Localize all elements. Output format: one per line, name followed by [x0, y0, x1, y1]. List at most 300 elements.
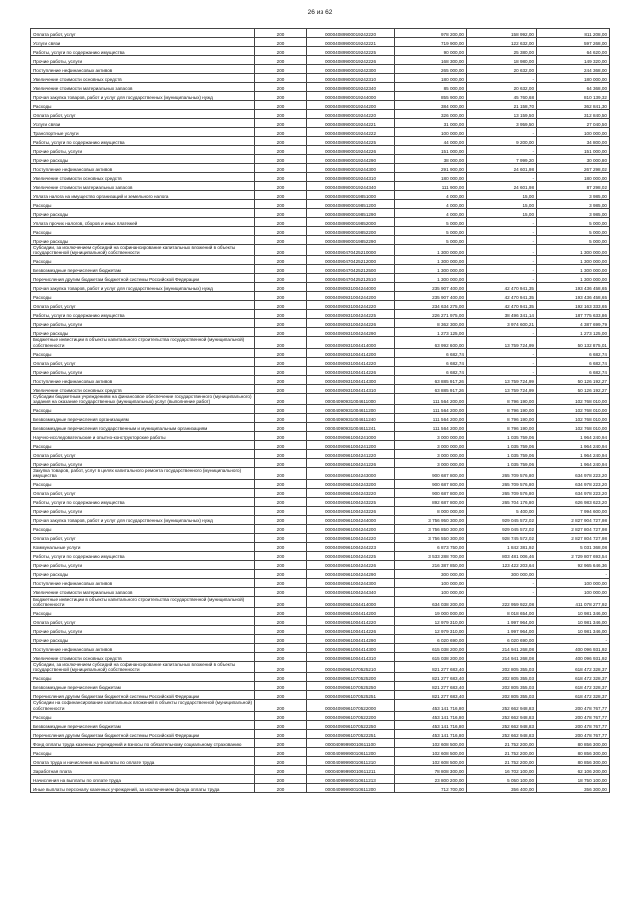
row-executed-cell: 265 709 576,80: [467, 488, 537, 497]
row-line-code-cell: 200: [255, 301, 307, 310]
row-remaining-cell: 62 106 200,00: [537, 765, 610, 774]
table-row: [31, 65, 610, 74]
row-budget-code-cell: 00004090470425210000: [307, 245, 395, 256]
row-executed-cell: -: [467, 128, 537, 137]
row-budget-code-cell: 00004090961004244220: [307, 533, 395, 542]
row-line-code-cell: 200: [255, 578, 307, 587]
row-approved-cell: 111 564 200,00: [395, 405, 467, 414]
row-executed-cell: 42 470 941,35: [467, 292, 537, 301]
row-budget-code-cell: 00004090961004244300: [307, 578, 395, 587]
row-line-code-cell: 200: [255, 357, 307, 366]
row-budget-code-cell: 00004099990010611200: [307, 747, 395, 756]
table-row: [31, 506, 610, 515]
row-budget-code-cell: 00004090961004414290: [307, 635, 395, 644]
row-name-cell: Поступление нефинансовых активов: [31, 644, 255, 653]
row-approved-cell: 235 907 400,00: [395, 292, 467, 301]
table-row: [31, 459, 610, 468]
row-line-code-cell: 200: [255, 328, 307, 337]
row-budget-code-cell: 00004090961070522000: [307, 700, 395, 711]
row-remaining-cell: 2 729 807 693,54: [537, 551, 610, 560]
row-name-cell: Работы, услуги по содержанию имущества: [31, 137, 255, 146]
row-budget-code-cell: 00004099990010611100: [307, 738, 395, 747]
row-executed-cell: -: [467, 274, 537, 283]
row-remaining-cell: 2 827 804 727,98: [537, 533, 610, 542]
row-executed-cell: -: [467, 146, 537, 155]
table-row: [31, 38, 610, 47]
row-remaining-cell: 64 620,00: [537, 47, 610, 56]
row-executed-cell: 1 035 759,06: [467, 450, 537, 459]
row-budget-code-cell: 00004089900019244226: [307, 146, 395, 155]
row-remaining-cell: 618 472 328,37: [537, 691, 610, 700]
table-row: [31, 596, 610, 607]
row-approved-cell: 1 300 000,00: [395, 265, 467, 274]
row-remaining-cell: 193 436 458,65: [537, 283, 610, 292]
table-row: [31, 729, 610, 738]
row-line-code-cell: 200: [255, 423, 307, 432]
table-row: [31, 191, 610, 200]
row-remaining-cell: 411 078 277,92: [537, 596, 610, 607]
row-name-cell: Работы, услуги по содержанию имущества: [31, 497, 255, 506]
row-name-cell: Поступление нефинансовых активов: [31, 65, 255, 74]
row-remaining-cell: 634 978 223,20: [537, 468, 610, 479]
table-row: [31, 209, 610, 218]
row-name-cell: Расходы: [31, 256, 255, 265]
row-name-cell: Увеличение стоимости основных средств: [31, 74, 255, 83]
row-approved-cell: 615 038 200,00: [395, 653, 467, 662]
row-approved-cell: 5 000,00: [395, 227, 467, 236]
row-executed-cell: 20 632,00: [467, 65, 537, 74]
row-remaining-cell: 400 096 931,92: [537, 653, 610, 662]
table-row: [31, 366, 610, 375]
table-row: [31, 626, 610, 635]
row-remaining-cell: 6 682,74: [537, 366, 610, 375]
row-remaining-cell: 3 985,00: [537, 191, 610, 200]
row-line-code-cell: 200: [255, 101, 307, 110]
row-executed-cell: -: [467, 587, 537, 596]
row-line-code-cell: 200: [255, 56, 307, 65]
table-row: [31, 375, 610, 384]
row-executed-cell: 265 709 576,80: [467, 468, 537, 479]
row-remaining-cell: 3 985,00: [537, 209, 610, 218]
row-name-cell: Оплата работ, услуг: [31, 488, 255, 497]
row-remaining-cell: 10 981 346,00: [537, 617, 610, 626]
row-budget-code-cell: 00004090961004414000: [307, 596, 395, 607]
row-approved-cell: 855 900,00: [395, 92, 467, 101]
row-name-cell: Прочие расходы: [31, 569, 255, 578]
row-executed-cell: 20 632,00: [467, 83, 537, 92]
row-remaining-cell: 597 268,00: [537, 38, 610, 47]
row-approved-cell: 23 800 200,00: [395, 774, 467, 783]
table-row: [31, 274, 610, 283]
row-approved-cell: 234 634 275,00: [395, 301, 467, 310]
row-remaining-cell: 400 096 931,92: [537, 644, 610, 653]
row-approved-cell: 5 000,00: [395, 236, 467, 245]
row-line-code-cell: 200: [255, 74, 307, 83]
row-budget-code-cell: 00004099990010611211: [307, 765, 395, 774]
row-budget-code-cell: 00004089900019244222: [307, 128, 395, 137]
row-budget-code-cell: 00004090931004414226: [307, 366, 395, 375]
row-remaining-cell: 362 841,30: [537, 101, 610, 110]
row-line-code-cell: 200: [255, 783, 307, 792]
row-budget-code-cell: 00004090961004241226: [307, 459, 395, 468]
row-budget-code-cell: 00004099990010611213: [307, 774, 395, 783]
row-executed-cell: 8 796 190,00: [467, 423, 537, 432]
table-row: [31, 756, 610, 765]
row-line-code-cell: 200: [255, 720, 307, 729]
row-executed-cell: 15,00: [467, 209, 537, 218]
row-remaining-cell: 100 000,00: [537, 128, 610, 137]
row-budget-code-cell: 00004090931004244200: [307, 292, 395, 301]
row-name-cell: Субсидии, за исключением субсидий на софинансирование капитальных вложений в объекты государственной (муниципальной) собственности: [31, 662, 255, 673]
row-executed-cell: 252 662 948,83: [467, 720, 537, 729]
row-remaining-cell: 102 768 010,00: [537, 414, 610, 423]
table-row: [31, 515, 610, 524]
row-approved-cell: 100 000,00: [395, 587, 467, 596]
row-remaining-cell: 626 983 623,20: [537, 497, 610, 506]
table-row: [31, 348, 610, 357]
row-line-code-cell: 200: [255, 533, 307, 542]
row-approved-cell: 821 277 683,40: [395, 673, 467, 682]
row-executed-cell: 24 601,98: [467, 182, 537, 191]
row-budget-code-cell: 00004090961004243225: [307, 497, 395, 506]
row-remaining-cell: 102 768 010,00: [537, 423, 610, 432]
row-approved-cell: 900 687 800,00: [395, 488, 467, 497]
row-line-code-cell: 200: [255, 596, 307, 607]
table-row: [31, 92, 610, 101]
row-name-cell: Расходы: [31, 101, 255, 110]
row-approved-cell: 453 141 716,80: [395, 720, 467, 729]
row-executed-cell: -: [467, 357, 537, 366]
row-executed-cell: 929 045 572,02: [467, 515, 537, 524]
row-approved-cell: 102 608 500,00: [395, 738, 467, 747]
row-budget-code-cell: 00004090961004243200: [307, 479, 395, 488]
row-line-code-cell: 200: [255, 47, 307, 56]
row-line-code-cell: 200: [255, 617, 307, 626]
row-line-code-cell: 200: [255, 569, 307, 578]
row-budget-code-cell: 00004090931004244225: [307, 310, 395, 319]
row-line-code-cell: 200: [255, 366, 307, 375]
row-name-cell: Поступление нефинансовых активов: [31, 164, 255, 173]
row-line-code-cell: 200: [255, 236, 307, 245]
row-name-cell: Бюджетные инвестиции в объекты капитального строительства государственной (муниципальной) собственности: [31, 337, 255, 348]
row-remaining-cell: 149 320,00: [537, 56, 610, 65]
row-approved-cell: 235 907 400,00: [395, 283, 467, 292]
row-remaining-cell: 102 768 010,00: [537, 405, 610, 414]
row-approved-cell: 6 873 750,00: [395, 542, 467, 551]
table-row: [31, 393, 610, 404]
row-remaining-cell: 10 981 346,00: [537, 626, 610, 635]
row-name-cell: Услуги связи: [31, 119, 255, 128]
table-row: [31, 173, 610, 182]
row-budget-code-cell: 00004090931004611200: [307, 405, 395, 414]
row-budget-code-cell: 00004090931004414200: [307, 348, 395, 357]
table-row: [31, 164, 610, 173]
table-row: [31, 432, 610, 441]
row-name-cell: Безвозмездные перечисления государственным и муниципальным организациям: [31, 423, 255, 432]
row-name-cell: Уплата прочих налогов, сборов и иных платежей: [31, 218, 255, 227]
row-line-code-cell: 200: [255, 560, 307, 569]
row-remaining-cell: 1 964 240,94: [537, 441, 610, 450]
table-row: [31, 738, 610, 747]
row-approved-cell: 44 000,00: [395, 137, 467, 146]
table-row: [31, 497, 610, 506]
table-row: [31, 283, 610, 292]
table-row: [31, 533, 610, 542]
row-line-code-cell: 200: [255, 711, 307, 720]
row-approved-cell: 384 000,00: [395, 101, 467, 110]
table-row: [31, 155, 610, 164]
row-remaining-cell: 187 775 633,86: [537, 310, 610, 319]
row-remaining-cell: 34 800,00: [537, 137, 610, 146]
row-name-cell: Оплата работ, услуг: [31, 301, 255, 310]
row-executed-cell: 21 752 200,00: [467, 756, 537, 765]
budget-execution-table: [30, 28, 610, 793]
row-remaining-cell: 7 994 600,00: [537, 506, 610, 515]
row-approved-cell: 63 885 917,26: [395, 384, 467, 393]
row-line-code-cell: 200: [255, 274, 307, 283]
row-approved-cell: 111 564 200,00: [395, 423, 467, 432]
row-line-code-cell: 200: [255, 587, 307, 596]
row-remaining-cell: 5 000,00: [537, 236, 610, 245]
table-row: [31, 265, 610, 274]
row-executed-cell: 265 704 176,80: [467, 497, 537, 506]
table-row: [31, 662, 610, 673]
row-approved-cell: 90 000,00: [395, 47, 467, 56]
row-executed-cell: 252 662 948,83: [467, 711, 537, 720]
row-executed-cell: 25 380,00: [467, 47, 537, 56]
row-name-cell: Иные выплаты персоналу казенных учреждений, за исключением фонда оплаты труда: [31, 783, 255, 792]
row-budget-code-cell: 00004090961004414310: [307, 653, 395, 662]
row-approved-cell: 3 000 000,00: [395, 441, 467, 450]
row-approved-cell: 100 000,00: [395, 128, 467, 137]
row-name-cell: Увеличение стоимости основных средств: [31, 653, 255, 662]
row-remaining-cell: 27 040,50: [537, 119, 610, 128]
row-remaining-cell: 100 000,00: [537, 578, 610, 587]
table-row: [31, 357, 610, 366]
row-name-cell: Расходы: [31, 200, 255, 209]
row-budget-code-cell: 00004090961004414300: [307, 644, 395, 653]
table-row: [31, 450, 610, 459]
row-approved-cell: 1 300 000,00: [395, 274, 467, 283]
table-row: [31, 328, 610, 337]
table-row: [31, 468, 610, 479]
table-row: [31, 765, 610, 774]
row-budget-code-cell: 00004090961004414226: [307, 626, 395, 635]
row-budget-code-cell: 00004090470425212510: [307, 274, 395, 283]
table-row: [31, 587, 610, 596]
row-line-code-cell: 200: [255, 497, 307, 506]
row-remaining-cell: 50 126 192,27: [537, 375, 610, 384]
row-line-code-cell: 200: [255, 468, 307, 479]
row-line-code-cell: 200: [255, 137, 307, 146]
row-approved-cell: 168 300,00: [395, 56, 467, 65]
table-row: [31, 720, 610, 729]
row-line-code-cell: 200: [255, 310, 307, 319]
row-line-code-cell: 200: [255, 292, 307, 301]
row-approved-cell: 3 756 950 300,00: [395, 515, 467, 524]
row-line-code-cell: 200: [255, 441, 307, 450]
table-row: [31, 617, 610, 626]
row-name-cell: Расходы: [31, 479, 255, 488]
row-executed-cell: 1 035 759,06: [467, 432, 537, 441]
row-executed-cell: -: [467, 245, 537, 256]
row-line-code-cell: 200: [255, 608, 307, 617]
table-row: [31, 319, 610, 328]
row-budget-code-cell: 00004089900019244290: [307, 155, 395, 164]
row-budget-code-cell: 00004099990010611200: [307, 783, 395, 792]
row-name-cell: Увеличение стоимости материальных запасов: [31, 587, 255, 596]
row-remaining-cell: 618 472 328,37: [537, 682, 610, 691]
table-row: [31, 110, 610, 119]
row-remaining-cell: 50 126 192,27: [537, 384, 610, 393]
row-remaining-cell: 312 840,50: [537, 110, 610, 119]
table-row: [31, 524, 610, 533]
row-executed-cell: -: [467, 256, 537, 265]
row-remaining-cell: 244 368,00: [537, 65, 610, 74]
row-executed-cell: 214 941 268,08: [467, 653, 537, 662]
row-executed-cell: 13 759 724,99: [467, 384, 537, 393]
row-budget-code-cell: 00004090961004243000: [307, 468, 395, 479]
row-line-code-cell: 200: [255, 432, 307, 441]
row-approved-cell: 453 141 716,80: [395, 729, 467, 738]
row-approved-cell: 300 000,00: [395, 569, 467, 578]
row-approved-cell: 615 038 200,00: [395, 644, 467, 653]
row-budget-code-cell: 00004090961070525251: [307, 691, 395, 700]
row-approved-cell: 38 000,00: [395, 155, 467, 164]
row-line-code-cell: 200: [255, 747, 307, 756]
row-approved-cell: 12 979 310,00: [395, 626, 467, 635]
row-remaining-cell: 180 000,00: [537, 173, 610, 182]
row-remaining-cell: 200 478 767,77: [537, 711, 610, 720]
row-line-code-cell: 200: [255, 227, 307, 236]
row-name-cell: Транспортные услуги: [31, 128, 255, 137]
row-name-cell: Оплата работ, услуг: [31, 110, 255, 119]
row-line-code-cell: 200: [255, 644, 307, 653]
table-row: [31, 301, 610, 310]
row-remaining-cell: 1 300 000,00: [537, 265, 610, 274]
row-budget-code-cell: 00004090961004414220: [307, 617, 395, 626]
row-executed-cell: 803 481 006,46: [467, 551, 537, 560]
row-line-code-cell: 200: [255, 700, 307, 711]
row-executed-cell: 202 805 355,03: [467, 673, 537, 682]
row-name-cell: Уплата налога на имущество организаций и земельного налога: [31, 191, 255, 200]
row-remaining-cell: 1 964 240,94: [537, 459, 610, 468]
table-row: [31, 405, 610, 414]
row-name-cell: Расходы: [31, 747, 255, 756]
row-name-cell: Расходы: [31, 227, 255, 236]
row-approved-cell: 12 979 310,00: [395, 617, 467, 626]
row-name-cell: Оплата работ, услуг: [31, 533, 255, 542]
row-line-code-cell: 200: [255, 83, 307, 92]
row-approved-cell: 4 000,00: [395, 191, 467, 200]
row-name-cell: Прочая закупка товаров, работ и услуг для государственных (муниципальных) нужд: [31, 515, 255, 524]
row-remaining-cell: 80 856 300,00: [537, 738, 610, 747]
row-name-cell: Субсидии, за исключением субсидий на софинансирование капитальных вложений в объекты государственной (муниципальной) собственности: [31, 245, 255, 256]
table-row: [31, 747, 610, 756]
row-remaining-cell: 200 478 767,77: [537, 720, 610, 729]
row-executed-cell: 214 941 268,08: [467, 644, 537, 653]
row-budget-code-cell: 00004089900019244220: [307, 110, 395, 119]
row-approved-cell: 3 756 550 300,00: [395, 533, 467, 542]
row-executed-cell: 300 000,00: [467, 569, 537, 578]
row-remaining-cell: 3 985,00: [537, 200, 610, 209]
row-name-cell: Безвозмездные перечисления бюджетам: [31, 720, 255, 729]
row-remaining-cell: 102 768 010,00: [537, 393, 610, 404]
row-approved-cell: 4 000,00: [395, 209, 467, 218]
row-line-code-cell: 200: [255, 375, 307, 384]
row-line-code-cell: 200: [255, 682, 307, 691]
row-approved-cell: 5 000,00: [395, 218, 467, 227]
row-approved-cell: 978 200,00: [395, 29, 467, 38]
row-executed-cell: 45 760,68: [467, 92, 537, 101]
row-line-code-cell: 200: [255, 662, 307, 673]
row-budget-code-cell: 00004089900019242225: [307, 47, 395, 56]
row-line-code-cell: 200: [255, 191, 307, 200]
row-executed-cell: 1 842 381,92: [467, 542, 537, 551]
table-row: [31, 236, 610, 245]
row-remaining-cell: 30 000,80: [537, 155, 610, 164]
row-approved-cell: 63 885 917,26: [395, 375, 467, 384]
row-name-cell: Фонд оплаты труда казенных учреждений и взносы по обязательному социальному страхованию: [31, 738, 255, 747]
row-line-code-cell: 200: [255, 774, 307, 783]
row-name-cell: Оплата работ, услуг: [31, 450, 255, 459]
row-executed-cell: 6 020 690,00: [467, 635, 537, 644]
table-row: [31, 74, 610, 83]
row-approved-cell: 821 277 683,40: [395, 682, 467, 691]
row-name-cell: Субсидии бюджетным учреждениям на финансовое обеспечение государственного (муниципального) задания на оказание государственных (муниципальных) услуг (выполнение работ): [31, 393, 255, 404]
row-budget-code-cell: 00004089900019851000: [307, 191, 395, 200]
table-row: [31, 29, 610, 38]
row-budget-code-cell: 00004090961004244200: [307, 524, 395, 533]
row-remaining-cell: 618 472 328,37: [537, 673, 610, 682]
row-budget-code-cell: 00004089900019852290: [307, 236, 395, 245]
row-name-cell: Безвозмездные перечисления организациям: [31, 414, 255, 423]
row-budget-code-cell: 00004090931004414310: [307, 384, 395, 393]
table-row: [31, 337, 610, 348]
row-remaining-cell: 87 298,02: [537, 182, 610, 191]
row-line-code-cell: 200: [255, 119, 307, 128]
row-approved-cell: 453 141 716,80: [395, 700, 467, 711]
row-remaining-cell: 810 139,32: [537, 92, 610, 101]
row-approved-cell: 3 756 850 300,00: [395, 524, 467, 533]
row-budget-code-cell: 00004099990010611210: [307, 756, 395, 765]
row-name-cell: Бюджетные инвестиции в объекты капитального строительства государственной (муниципальной) собственности: [31, 596, 255, 607]
row-line-code-cell: 200: [255, 479, 307, 488]
row-line-code-cell: 200: [255, 450, 307, 459]
row-executed-cell: 21 158,70: [467, 101, 537, 110]
row-executed-cell: 929 045 572,02: [467, 524, 537, 533]
table-row: [31, 608, 610, 617]
row-remaining-cell: 1 964 240,94: [537, 450, 610, 459]
row-line-code-cell: 200: [255, 348, 307, 357]
table-row: [31, 479, 610, 488]
row-line-code-cell: 200: [255, 488, 307, 497]
row-remaining-cell: 6 682,74: [537, 357, 610, 366]
row-executed-cell: 222 959 922,08: [467, 596, 537, 607]
table-row: [31, 644, 610, 653]
row-budget-code-cell: 00004090931004611000: [307, 393, 395, 404]
row-line-code-cell: 200: [255, 209, 307, 218]
row-budget-code-cell: 00004090931004414000: [307, 337, 395, 348]
row-budget-code-cell: 00004090931004244220: [307, 301, 395, 310]
row-approved-cell: 1 300 000,00: [395, 245, 467, 256]
row-budget-code-cell: 00004090961004243226: [307, 506, 395, 515]
row-executed-cell: 5 050 100,00: [467, 774, 537, 783]
row-budget-code-cell: 00004090931004611241: [307, 423, 395, 432]
table-row: [31, 542, 610, 551]
table-row: [31, 227, 610, 236]
row-line-code-cell: 200: [255, 405, 307, 414]
